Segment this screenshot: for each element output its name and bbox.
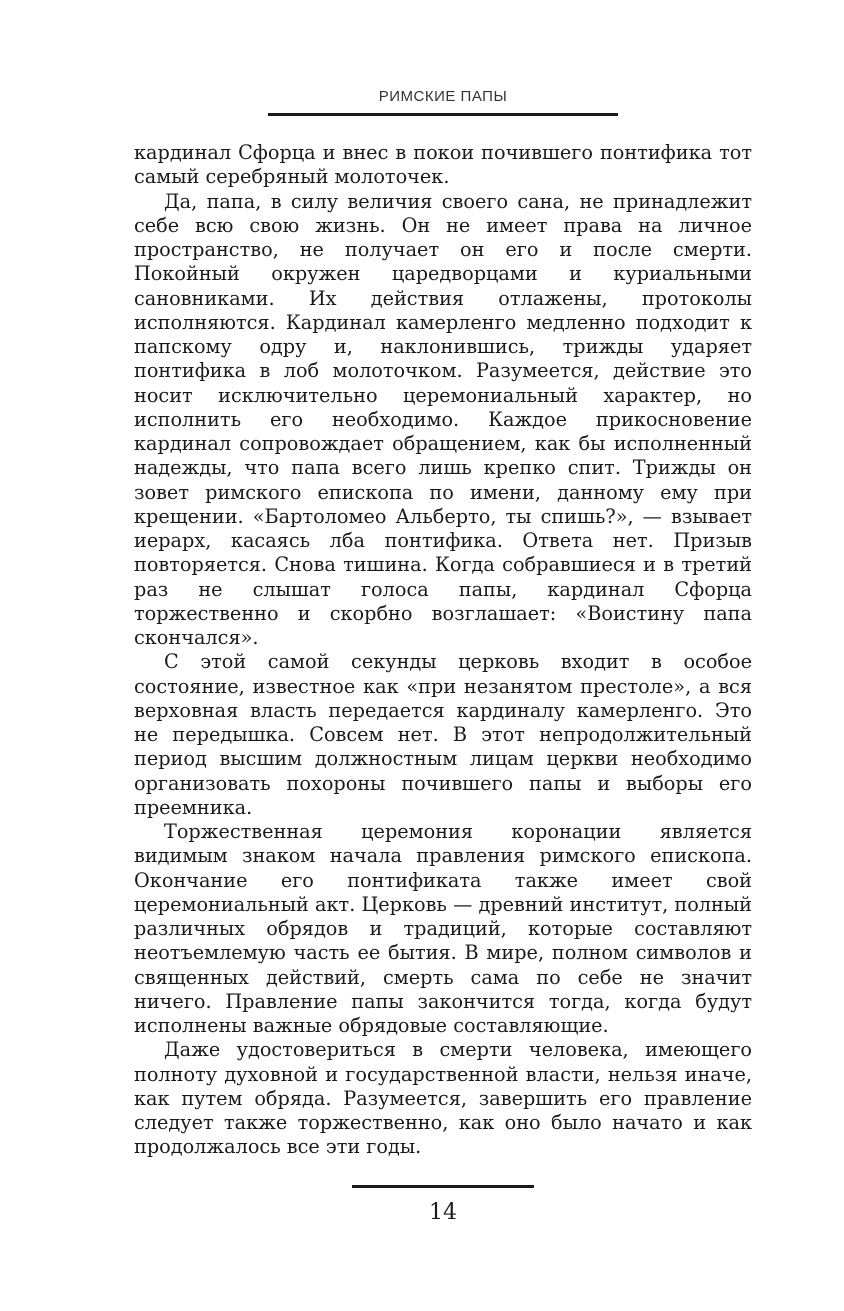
page-number: 14 (429, 1200, 457, 1225)
text-block (134, 141, 752, 1160)
paragraph: Торжественная церемония коронации является видимым знаком начала правления римского епископа. Окончание его понтификата также имеет свой церемониальный акт. Церковь — древний институт, полный различных обрядов и традиций, которые составляют неотъемлемую часть ее бытия. В мире, полном символов и священных действий, смерть сама по себе не значит ничего. Правление папы закончится тогда, когда будут исполнены важные обрядовые составляющие. (134, 820, 752, 1037)
running-head: РИМСКИЕ ПАПЫ (378, 88, 508, 105)
footer-rule (352, 1185, 534, 1188)
header-rule (268, 113, 618, 116)
paragraph: С этой самой секунды церковь входит в особое состояние, известное как «при незанятом престоле», а вся верховная власть передается кардиналу камерленго. Это не передышка. Совсем нет. В этот непродолжительный период высшим должностным лицам церкви необходимо организовать похороны почившего папы и выборы его преемника. (134, 650, 752, 819)
paragraph: кардинал Сфорца и внес в покои почившего понтифика тот самый серебряный молоточек. (134, 141, 752, 189)
paragraph: Да, папа, в силу величия своего сана, не принадлежит себе всю свою жизнь. Он не имеет права на личное пространство, не получает он его и после смерти. Покойный окружен царедворцами и куриальными сановниками. Их действия отлажены, протоколы исполняются. Кардинал камерленго медленно подходит к папскому одру и, наклонившись, трижды ударяет понтифика в лоб молоточком. Разумеется, действие это носит исключительно церемониальный характер, но исполнить его необходимо. Каждое прикосновение кардинал сопровождает обращением, как бы исполненный надежды, что папа всего лишь крепко спит. Трижды он зовет римского епископа по имени, данному ему при крещении. «Бартоломео Альберто, ты спишь?», — взывает иерарх, касаясь лба понтифика. Ответа нет. Призыв повторяется. Снова тишина. Когда собравшиеся и в третий раз не слышат голоса папы, кардинал Сфорца торжественно и скорбно возглашает: «Воистину папа скончался». (134, 189, 752, 649)
paragraph: Даже удостовериться в смерти человека, имеющего полноту духовной и государственной власти, нельзя иначе, как путем обряда. Разумеется, завершить его правление следует также торжественно, как оно было начато и как продолжалось все эти годы. (134, 1038, 752, 1159)
